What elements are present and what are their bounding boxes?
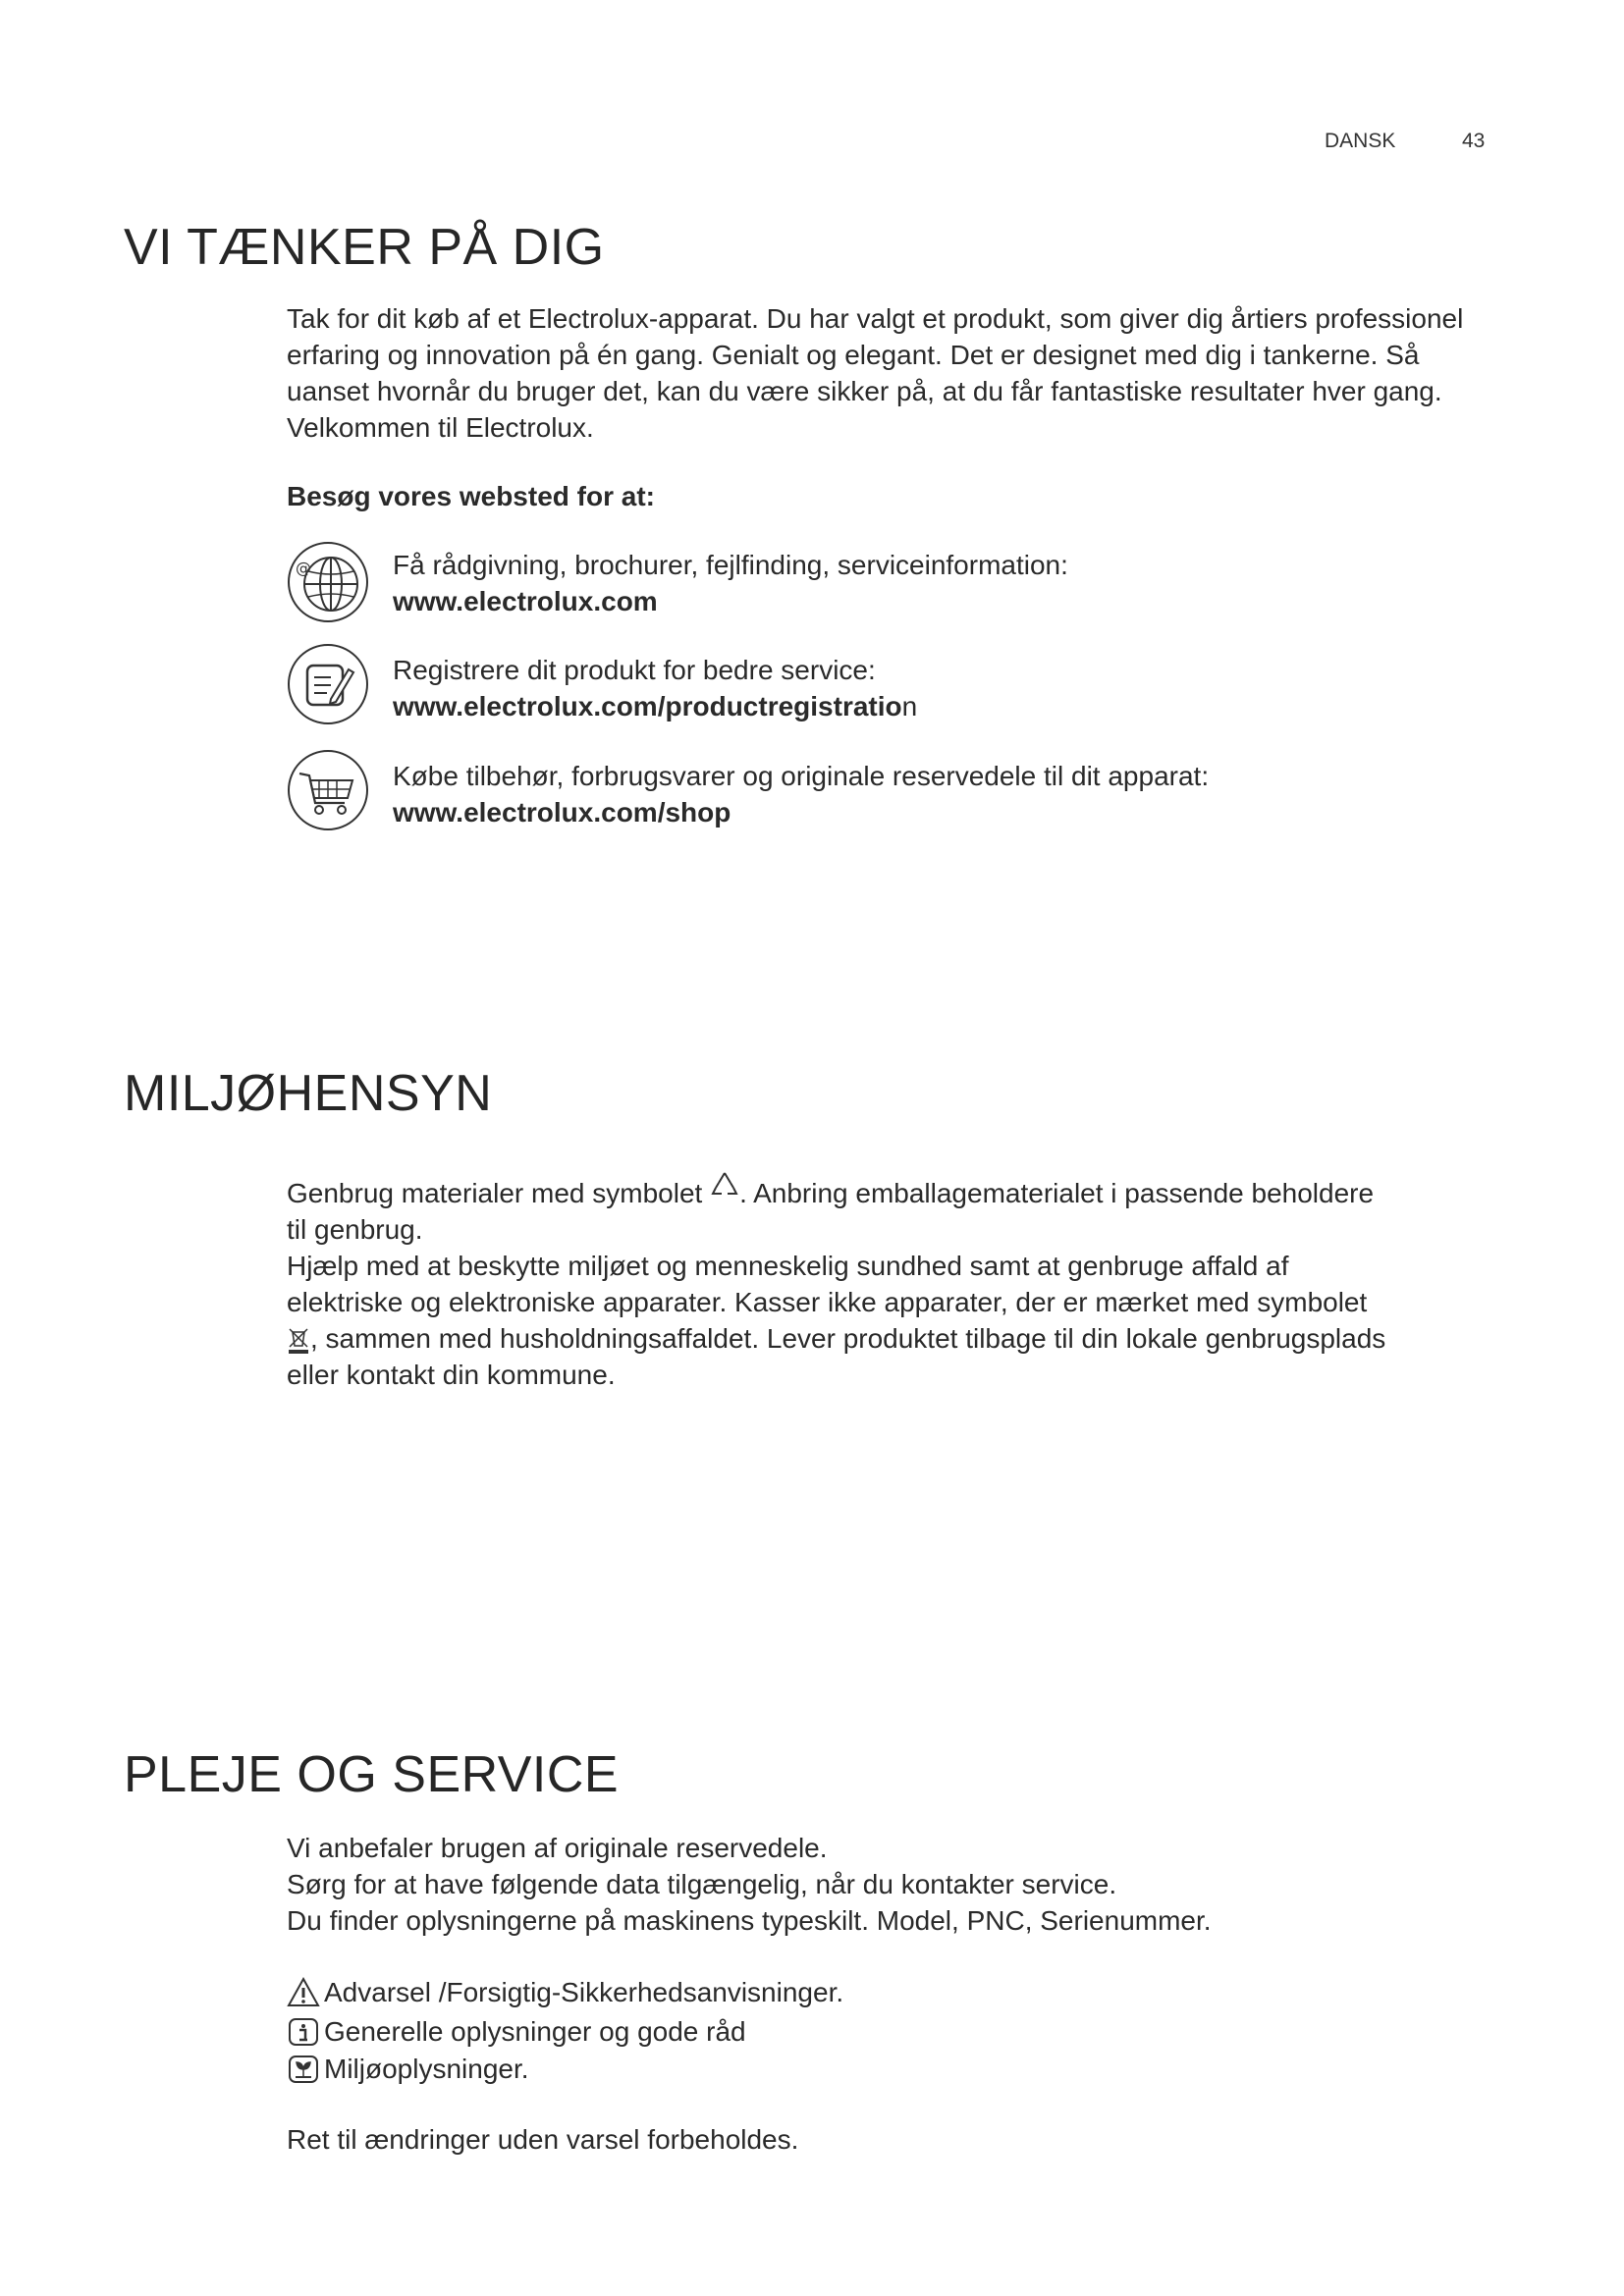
shopping-cart-icon [286,748,370,832]
warning-icon [287,1976,320,2009]
weee-bin-icon [287,1326,310,1356]
env-line-5: , sammen med husholdningsaffaldet. Lever produktet tilbage til din lokale genbrugsplads [287,1320,1514,1357]
env-line-4: elektriske og elektroniske apparater. Kasser ikke apparater, der er mærket med symbolet [287,1287,1368,1317]
register-text: Registrere dit produkt for bedre service: [393,655,876,685]
register-icon [286,642,370,726]
list-item-register [393,652,917,724]
list-item-advice [393,547,1068,619]
svg-text:@: @ [296,559,311,577]
service-paragraph [287,1830,1514,1939]
env-line-6: eller kontakt din kommune. [287,1360,616,1390]
page-number: 43 [1462,130,1486,152]
link-shop[interactable]: www.electrolux.com/shop [393,797,731,828]
link-electrolux-com[interactable]: www.electrolux.com [393,586,658,616]
service-line-1: Vi anbefaler brugen af originale reservedele. [287,1833,828,1863]
legend-info: Generelle oplysninger og gode råd [287,2014,746,2050]
env-line-1: Genbrug materialer med symbolet . Anbring emballagematerialet i passende beholdere [287,1175,1514,1211]
list-item-shop [393,758,1209,830]
advice-text: Få rådgivning, brochurer, fejlfinding, serviceinformation: [393,550,1068,580]
section-title-vi-taenker: VI TÆNKER PÅ DIG [124,219,605,276]
service-line-2: Sørg for at have følgende data tilgængelig, når du kontakter service. [287,1869,1117,1899]
environment-paragraph [287,1175,1514,1393]
section-title-miljohensyn: MILJØHENSYN [124,1065,493,1122]
language-label: DANSK [1325,130,1396,152]
footer-disclaimer: Ret til ændringer uden varsel forbeholdes. [287,2124,799,2155]
shop-text: Købe tilbehør, forbrugsvarer og originale reservedele til dit apparat: [393,761,1210,791]
legend-warning: Advarsel /Forsigtig-Sikkerhedsanvisninger. [287,1975,843,2010]
visit-heading: Besøg vores websted for at: [287,481,655,511]
link-productregistration[interactable]: www.electrolux.com/productregistration [393,691,918,721]
legend-environment: Miljøoplysninger. [287,2052,529,2087]
section-title-pleje-og-service: PLEJE OG SERVICE [124,1746,620,1803]
env-line-2: til genbrug. [287,1214,423,1245]
env-line-3: Hjælp med at beskytte miljøet og menneskelig sundhed samt at genbruge affald af [287,1251,1289,1281]
service-line-3: Du finder oplysningerne på maskinens typeskilt. Model, PNC, Serienummer. [287,1905,1212,1936]
recycle-icon [710,1169,739,1199]
intro-paragraph: Tak for dit køb af et Electrolux-apparat. Du har valgt et produkt, som giver dig årtiers professionel erfaring og innovation på én gang. Genialt og elegant. Det er designet med dig i tankerne. Så uanset hvornår du bruger det, kan du være sikker på, at du får fantastiske resultater hver gang. Velkommen til Electrolux. [287,303,1464,443]
globe-icon [286,540,370,624]
environment-icon [287,2053,320,2086]
info-icon [287,2015,320,2049]
